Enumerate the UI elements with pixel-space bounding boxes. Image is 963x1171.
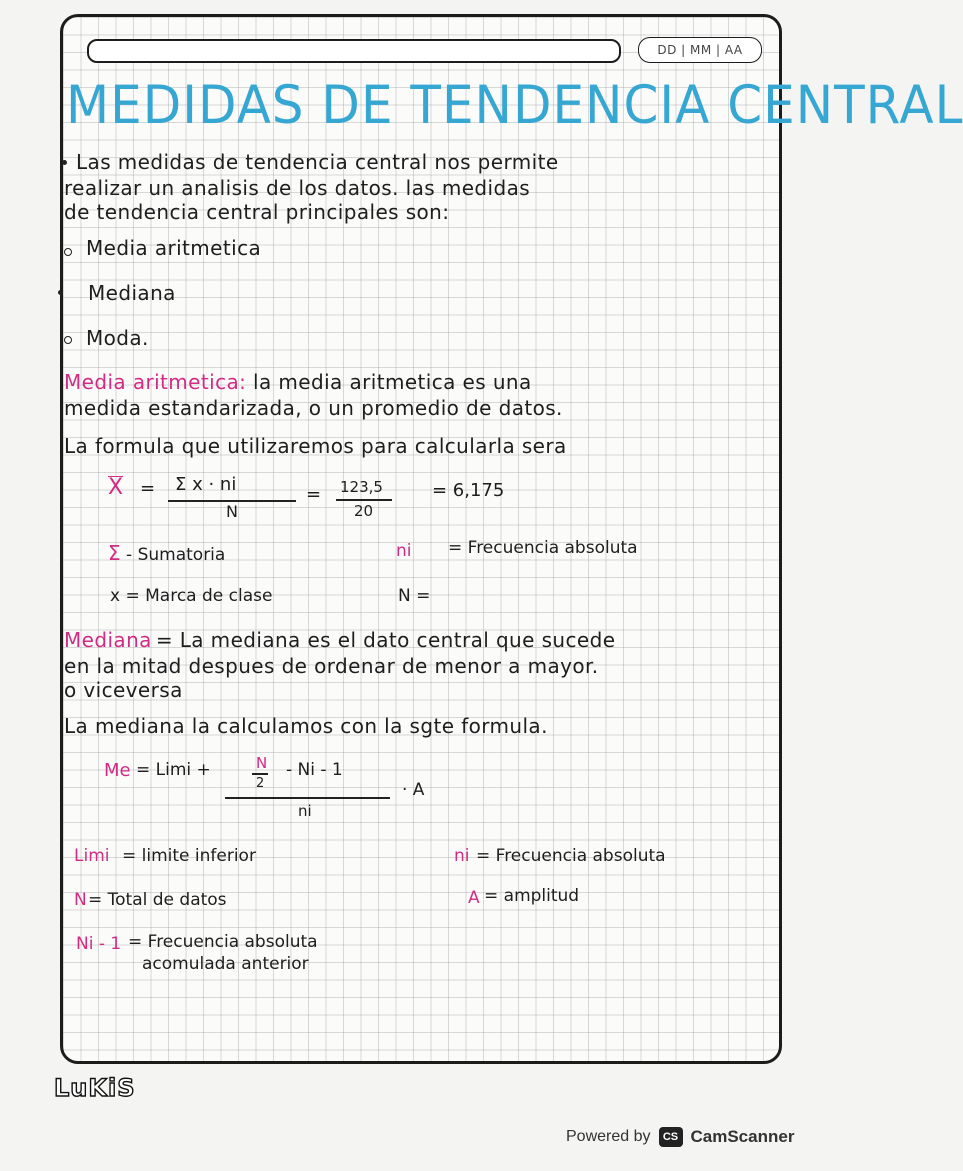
legend-ni-def: = Frecuencia absoluta bbox=[448, 538, 638, 558]
x-bar-symbol: X bbox=[108, 475, 124, 500]
numerator-value: 123,5 bbox=[340, 478, 383, 496]
legend-sigma: Σ - Sumatoria bbox=[108, 541, 226, 565]
mediana-definition-line-3: o viceversa bbox=[64, 678, 183, 702]
legend-A: A bbox=[468, 888, 480, 908]
date-box: DD | MM | AA bbox=[638, 37, 762, 63]
camscanner-icon: CS bbox=[659, 1127, 683, 1147]
legend-limi-def: = limite inferior bbox=[122, 846, 256, 866]
camscanner-watermark bbox=[566, 1127, 794, 1147]
formula-equals: = bbox=[140, 478, 156, 499]
bullet-dot bbox=[62, 160, 67, 165]
formula-denominator: N bbox=[226, 502, 238, 521]
media-definition-line-2: medida estandarizada, o un promedio de datos. bbox=[64, 396, 563, 420]
intro-line-2: realizar un analisis de los datos. las medidas bbox=[64, 176, 531, 200]
fraction-line-value bbox=[336, 499, 392, 501]
media-def-1: la media aritmetica es una bbox=[246, 370, 532, 394]
denominator-value: 20 bbox=[354, 502, 374, 520]
two-denominator: 2 bbox=[256, 776, 265, 791]
legend-x: x = Marca de clase bbox=[110, 586, 273, 606]
list-item-moda: Moda. bbox=[86, 326, 149, 350]
list-item-mediana: Mediana bbox=[88, 281, 176, 305]
legend-limi: Limi bbox=[74, 846, 110, 866]
legend-Ni1: Ni - 1 bbox=[76, 934, 122, 954]
me-symbol: Me bbox=[104, 760, 131, 781]
ni-denominator: ni bbox=[298, 802, 312, 820]
legend-N-2-def: = Total de datos bbox=[88, 890, 227, 910]
legend-N-2: N bbox=[74, 890, 87, 910]
mediana-def-1: = La mediana es el dato central que sucede bbox=[155, 628, 616, 652]
powered-by-label: Powered by bbox=[566, 1128, 651, 1145]
mediana-formula-intro: La mediana la calculamos con la sgte formula. bbox=[64, 714, 548, 738]
main-fraction-line bbox=[225, 797, 390, 799]
list-bullet bbox=[64, 336, 72, 344]
legend-Ni1-def-2: acomulada anterior bbox=[142, 954, 309, 974]
legend-ni-2: ni bbox=[454, 846, 470, 866]
media-formula-intro: La formula que utilizaremos para calcularla sera bbox=[64, 434, 567, 458]
legend-N: N = bbox=[398, 586, 431, 606]
media-term: Media aritmetica: bbox=[64, 370, 247, 394]
author-logo: LuKiS bbox=[54, 1074, 136, 1102]
legend-ni: ni bbox=[396, 541, 412, 561]
n-numerator: N bbox=[256, 754, 268, 772]
intro-line-3: de tendencia central principales son: bbox=[64, 200, 450, 224]
legend-Ni1-def-1: = Frecuencia absoluta bbox=[128, 932, 318, 952]
media-definition-line-1 bbox=[64, 370, 532, 394]
legend-ni-2-def: = Frecuencia absoluta bbox=[476, 846, 666, 866]
mediana-definition-line-2: en la mitad despues de ordenar de menor a mayor. bbox=[64, 654, 599, 678]
legend-A-def: = amplitud bbox=[484, 886, 580, 906]
camscanner-name: CamScanner bbox=[690, 1127, 795, 1146]
header-bar bbox=[87, 39, 621, 63]
formula-result: = 6,175 bbox=[432, 480, 505, 501]
list-bullet bbox=[58, 290, 63, 295]
intro-line-1: Las medidas de tendencia central nos permite bbox=[76, 150, 559, 174]
list-bullet bbox=[64, 248, 72, 256]
mediana-definition-line-1 bbox=[64, 628, 615, 652]
list-item-media: Media aritmetica bbox=[86, 236, 262, 260]
lim-term: = Limi + bbox=[136, 760, 211, 780]
n-half-line bbox=[252, 773, 268, 775]
mediana-term: Mediana bbox=[64, 628, 152, 652]
times-a: · A bbox=[402, 780, 425, 800]
formula-equals-2: = bbox=[306, 484, 322, 505]
formula-numerator: Σ x · ni bbox=[175, 474, 237, 495]
minus-ni: - Ni - 1 bbox=[286, 760, 343, 780]
page-title: MEDIDAS DE TENDENCIA CENTRAL bbox=[66, 74, 963, 136]
